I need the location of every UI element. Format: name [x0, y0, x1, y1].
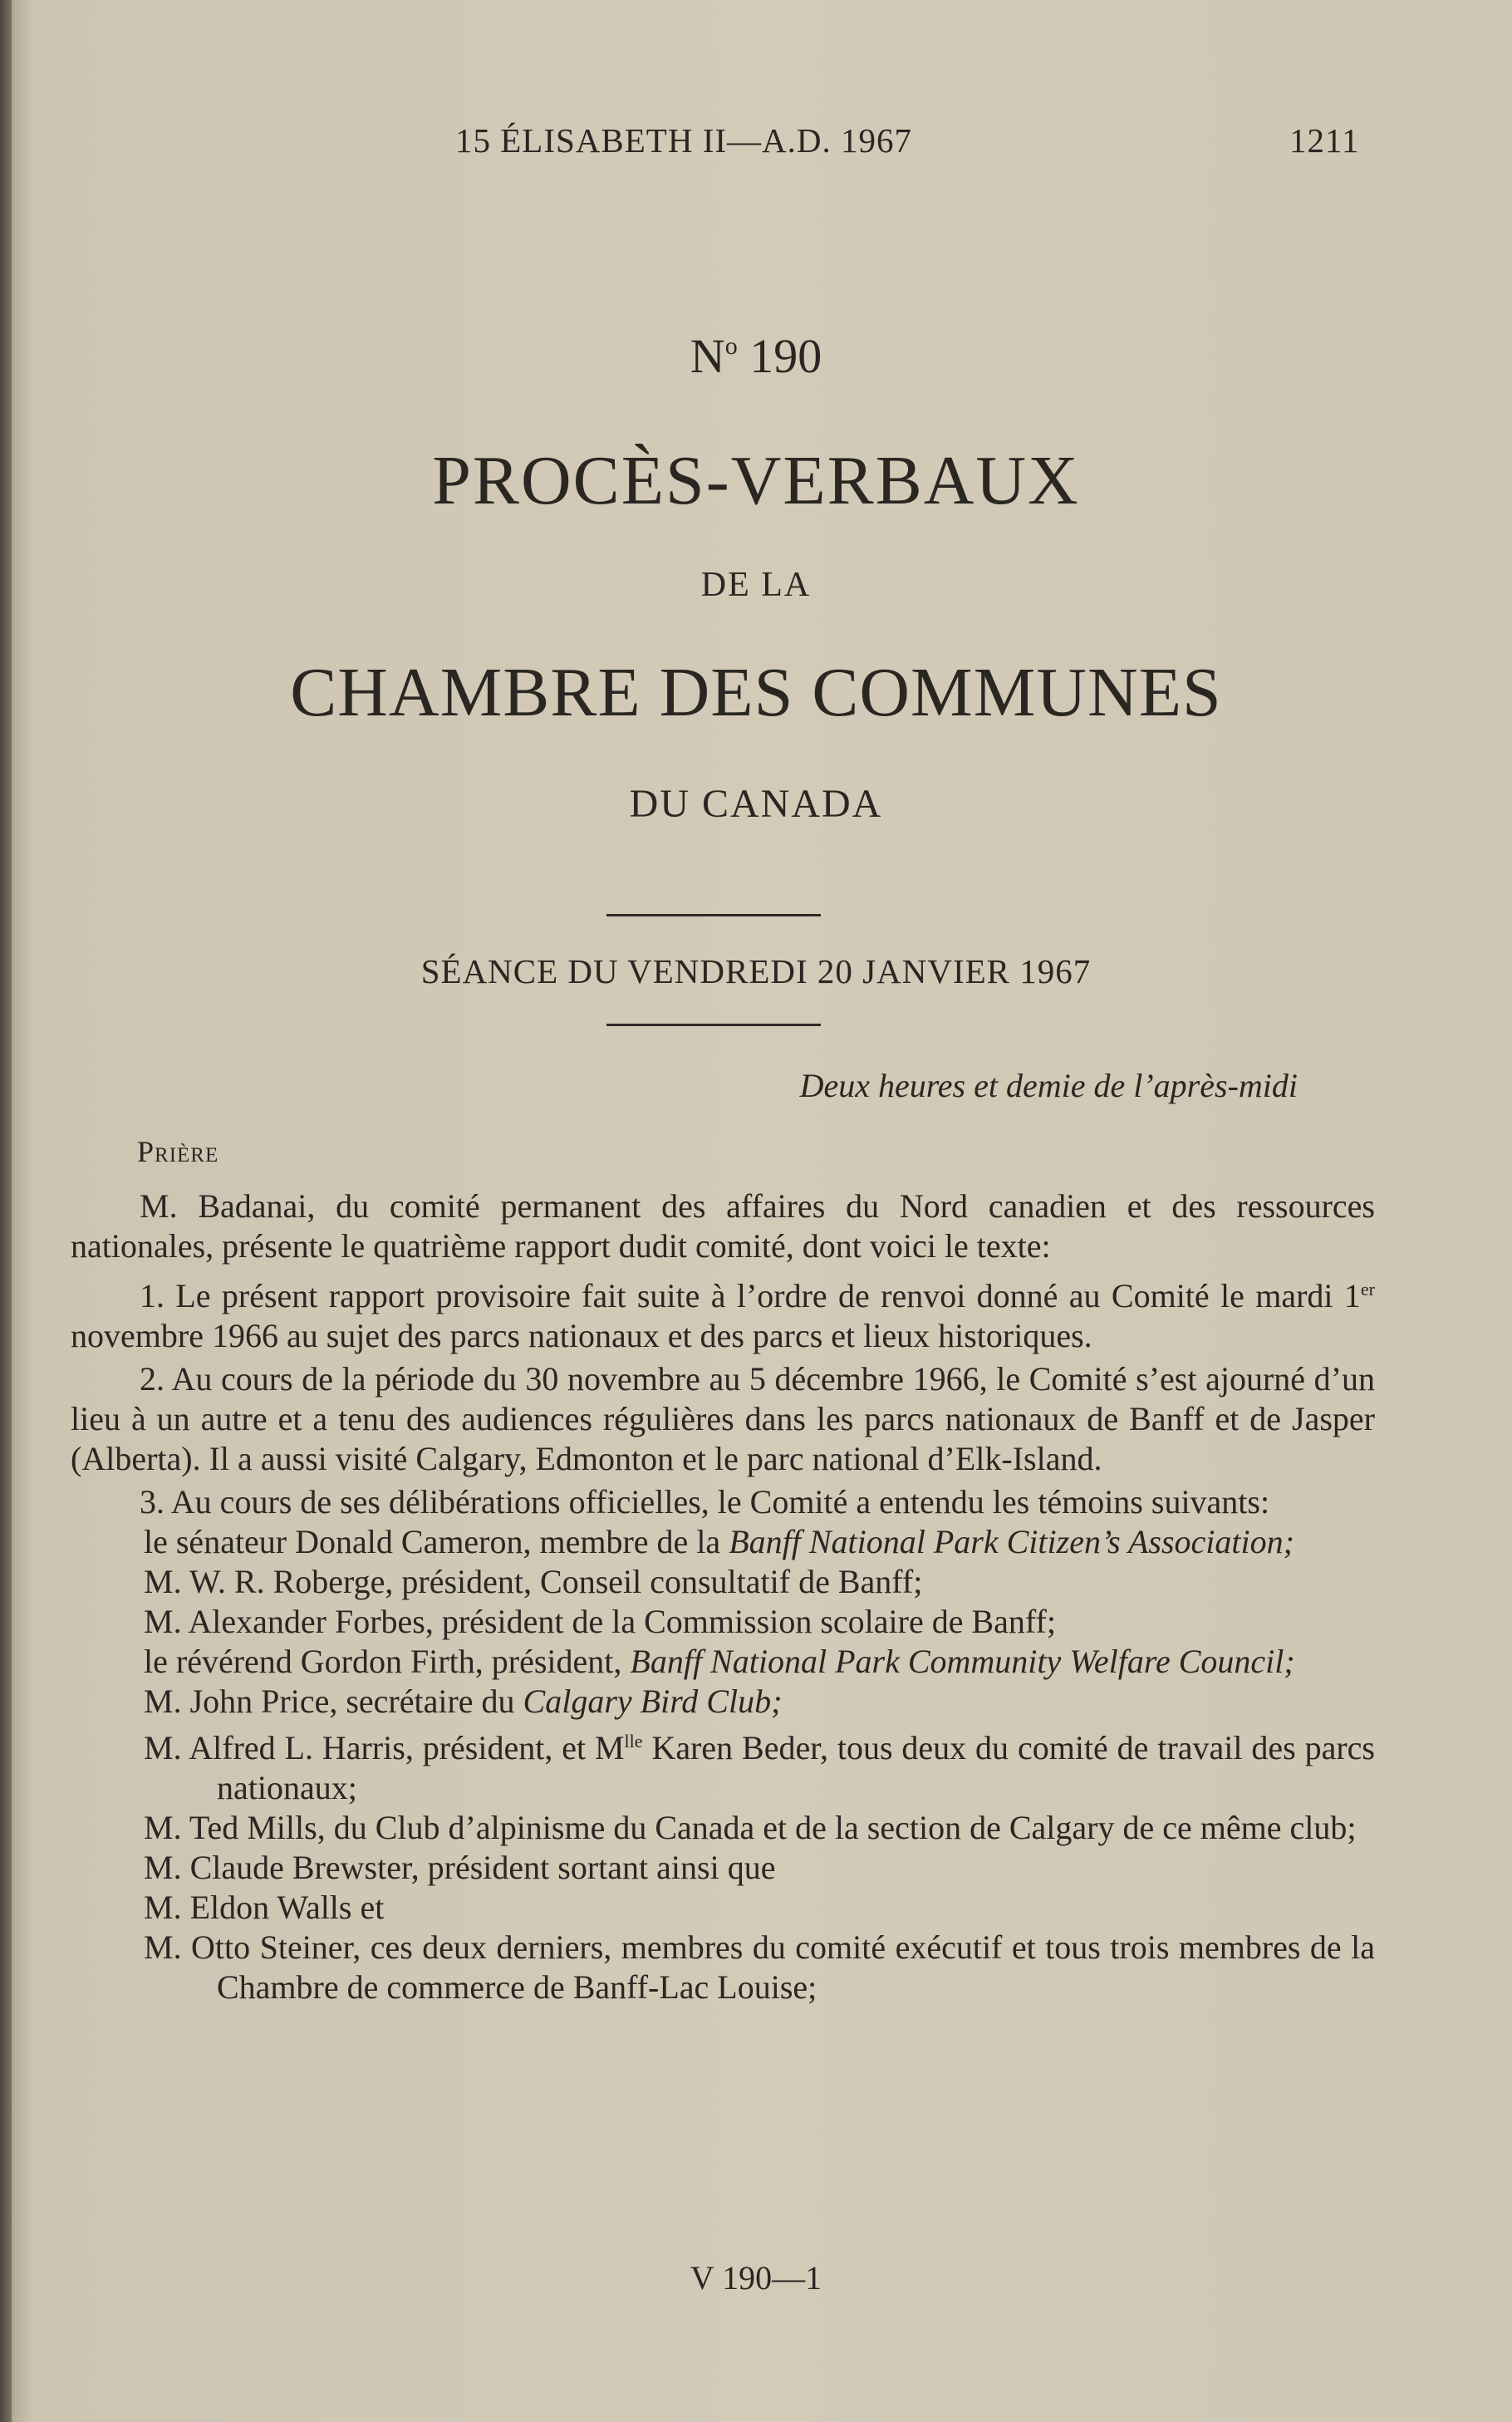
paragraph-1-number: 1. [140, 1277, 164, 1314]
divider-top [606, 914, 821, 916]
witness-item: M. Alexander Forbes, président de la Commission scolaire de Banff; [144, 1603, 1056, 1640]
paragraph-1-superscript: er [1360, 1279, 1375, 1299]
paragraph-3-number: 3. [140, 1483, 164, 1521]
intro-paragraph: M. Badanai, du comité permanent des affaires du Nord canadien et des ressources nationales, présente le quatrième rapport dudit comité, dont voici le texte: [71, 1187, 1375, 1265]
paragraph-3-text: Au cours de ses délibérations officielles, le Comité a entendu les témoins suivants: [170, 1483, 1270, 1521]
paragraph-1-text-b: novembre 1966 au sujet des parcs nationaux et des parcs et lieux historiques. [71, 1317, 1092, 1354]
witness-6-text-b: Karen Beder, tous deux du comité de travail des parcs nationaux; [217, 1729, 1375, 1806]
paragraph-1 [71, 1270, 1375, 1356]
witness-list [71, 1522, 1375, 2007]
witness-item: M. W. R. Roberge, président, Conseil consultatif de Banff; [144, 1563, 923, 1600]
witness-item: M. Ted Mills, du Club d’alpinisme du Canada et de la section de Calgary de ce même club; [144, 1809, 1357, 1846]
title-chambre-des-communes: CHAMBRE DES COMMUNES [290, 654, 1222, 731]
witness-1-organization: Banff National Park Citizen’s Association; [729, 1523, 1294, 1560]
issue-degree: o [724, 332, 738, 360]
divider-bottom [606, 1024, 821, 1026]
witness-4-text: le révérend Gordon Firth, président, [144, 1643, 631, 1680]
witness-1-text: le sénateur Donald Cameron, membre de la [144, 1523, 729, 1560]
issue-number [0, 328, 1512, 384]
sitting-time: Deux heures et demie de l’après-midi [799, 1067, 1298, 1104]
body-text [71, 1186, 1375, 2007]
running-header [0, 120, 1512, 162]
witness-5-text: M. John Price, secrétaire du [144, 1683, 523, 1720]
issue-prefix: N [690, 329, 725, 383]
witness-item: M. Otto Steiner, ces deux derniers, membres du comité exécutif et tous trois membres de la Chambre de commerce de Banff-Lac Louise; [144, 1928, 1375, 2006]
paragraph-2-number: 2. [140, 1360, 164, 1398]
witness-5-organization: Calgary Bird Club; [523, 1683, 783, 1720]
header-regnal-year: 15 ÉLISABETH II—A.D. 1967 [455, 121, 912, 160]
header-page-number: 1211 [1289, 121, 1360, 160]
paragraph-2-text: Au cours de la période du 30 novembre au 5 décembre 1966, le Comité s’est ajourné d’un lieu à un autre et a tenu des audiences régulières dans les parcs nationaux de Banff et de Jasper (Alberta). Il a aussi visité Calgary, Edmonton et le parc national d’Elk-Island. [71, 1360, 1375, 1477]
paragraph-1-text-a: Le présent rapport provisoire fait suite à l’ordre de renvoi donné au Comité le mardi 1 [175, 1277, 1361, 1314]
witness-item [144, 1682, 1375, 1722]
witness-item [144, 1522, 1375, 1562]
witness-4-organization: Banff National Park Community Welfare Council; [630, 1643, 1295, 1680]
paragraph-2 [71, 1359, 1375, 1479]
witness-6-text-a: M. Alfred L. Harris, président, et M [144, 1729, 625, 1766]
sitting-date: SÉANCE DU VENDREDI 20 JANVIER 1967 [420, 952, 1092, 990]
witness-item: M. Eldon Walls et [144, 1889, 385, 1926]
witness-item: M. Claude Brewster, président sortant ainsi que [144, 1849, 776, 1886]
witness-6-superscript: lle [624, 1731, 643, 1751]
title-du-canada: DU CANADA [629, 782, 883, 826]
paragraph-3 [71, 1482, 1375, 1522]
title-de-la: DE LA [700, 566, 812, 604]
witness-item [144, 1722, 1375, 1808]
issue-value: 190 [749, 329, 822, 383]
title-proces-verbaux: PROCÈS-VERBAUX [432, 442, 1080, 519]
witness-item [144, 1642, 1375, 1682]
signature-mark: V 190—1 [690, 2259, 822, 2297]
prayer-heading: Prière [137, 1135, 219, 1168]
